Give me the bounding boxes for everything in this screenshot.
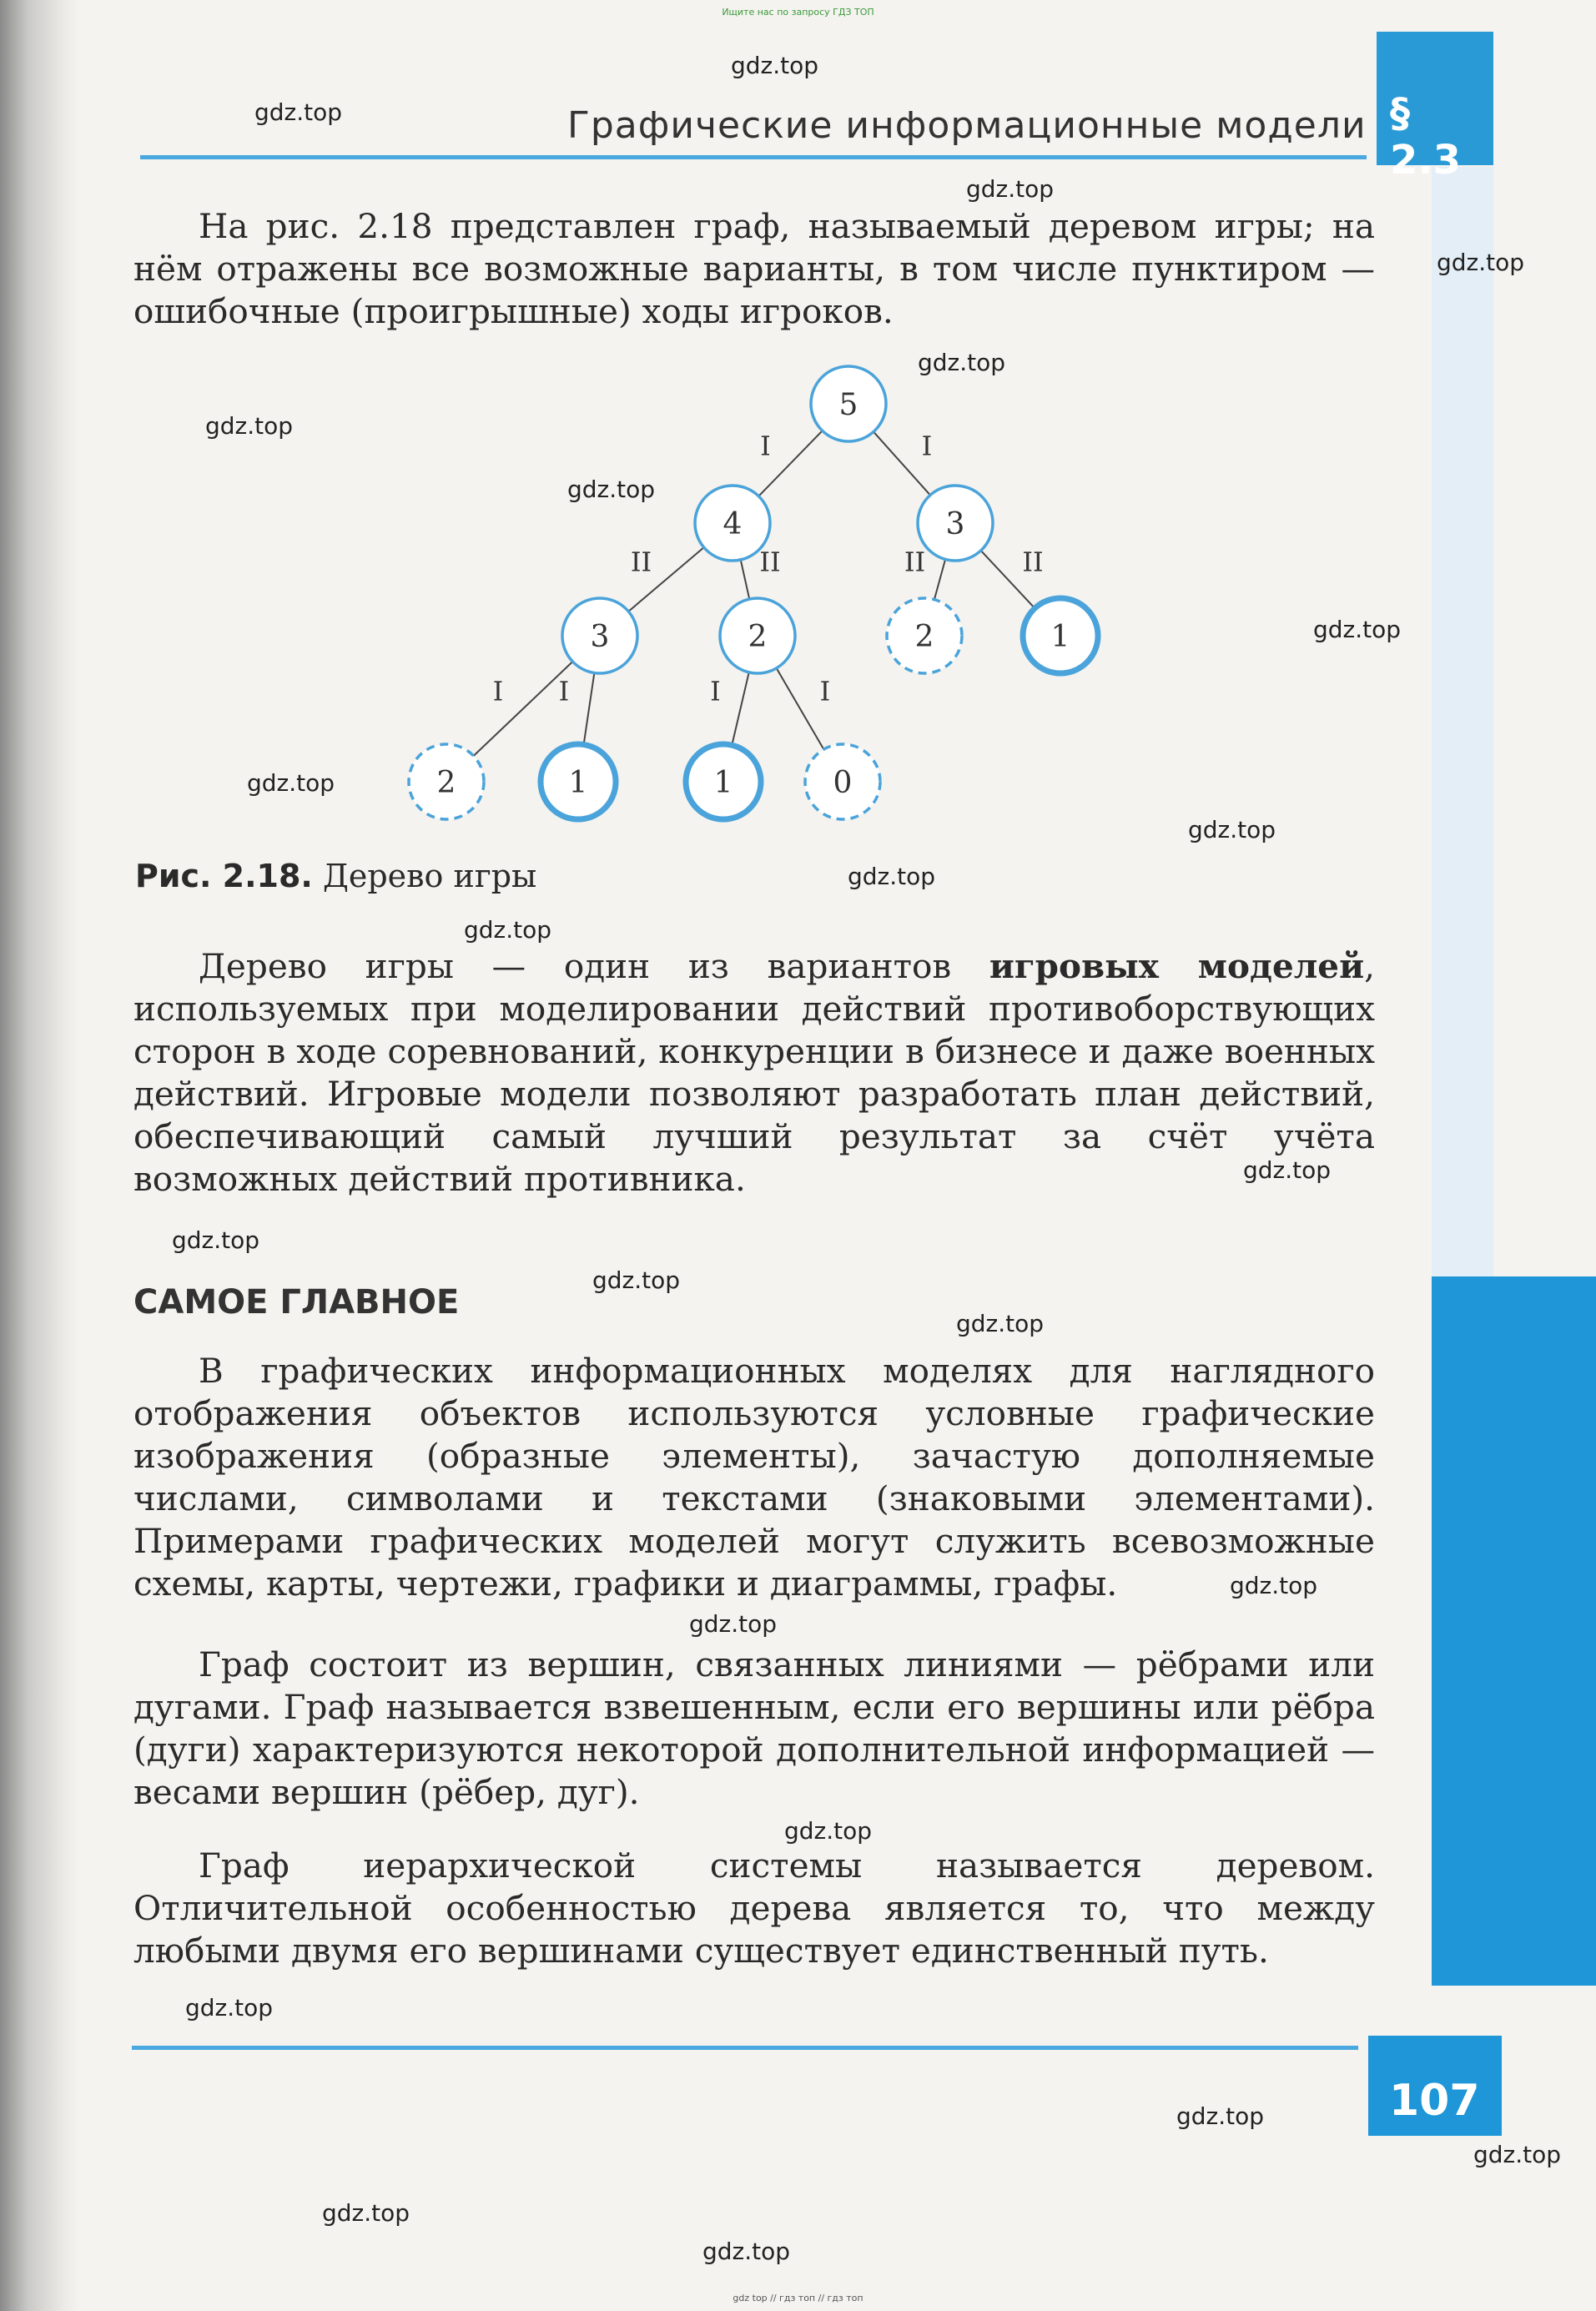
watermark: gdz.top [1243, 1156, 1332, 1184]
tree-edge-label: I [492, 675, 504, 707]
tree-edge-label: I [710, 675, 721, 707]
tree-edge [741, 560, 749, 599]
summary-heading: САМОЕ ГЛАВНОЕ [133, 1283, 460, 1322]
watermark: gdz.top [1313, 616, 1402, 643]
figure-caption-label: Рис. 2.18. [135, 858, 313, 894]
game-models-term: игровых моделей [989, 946, 1365, 986]
tree-node-label: 4 [722, 507, 743, 541]
watermark: gdz.top [1176, 2102, 1265, 2130]
game-tree-paragraph [133, 945, 1375, 1201]
watermark: gdz.top [205, 412, 294, 440]
tree-edge [474, 662, 573, 756]
figure-caption-text: Дерево игры [322, 858, 537, 894]
watermark: gdz.top [247, 769, 335, 797]
watermark: gdz.top [966, 175, 1055, 203]
tree-edge-label: II [630, 546, 652, 578]
page-header-title: Графические информационные модели [567, 104, 1367, 147]
tree-edge [732, 672, 748, 745]
tree-edge-label: II [904, 546, 926, 578]
watermark: gdz.top [702, 2238, 791, 2265]
watermark: gdz.top [689, 1610, 778, 1638]
watermark: gdz.top [567, 476, 656, 503]
watermark: gdz.top [848, 863, 936, 890]
summary-paragraph-3: Граф иерархической системы называется деревом. Отличительной особенностью дерева является то, что между любыми двумя его вершинами существует единственный путь. [133, 1845, 1375, 1971]
summary-paragraph-2: Граф состоит из вершин, связанных линиями — рёбрами или дугами. Граф называется взвешенным, если его вершины или рёбра (дуги) характеризуются некоторой дополнительной информацией — весами вершин (рёбер, дуг). [133, 1644, 1375, 1812]
watermark: gdz.top [464, 916, 552, 944]
watermark: gdz.top [254, 98, 343, 126]
watermark: gdz.top [592, 1266, 681, 1294]
tree-edge-label: II [1022, 546, 1044, 578]
footer-rule [132, 2046, 1358, 2050]
watermark: gdz.top [185, 1994, 274, 2021]
watermark: gdz.top [1437, 249, 1525, 276]
tree-node-label: 2 [914, 620, 934, 654]
tree-edge [934, 559, 945, 599]
tree-edge-label: I [760, 430, 771, 462]
tree-node-label: 2 [436, 766, 456, 800]
tree-edge [777, 668, 824, 749]
game-tree-text-end: , используемых при моделировании действий противоборствующих сторон в ходе соревнований, конкуренции в бизнесе и даже военных действий. Игровые модели позволяют разработать план действий, обеспечивающий самый лучший результат за счёт учёта возможных действий противника. [133, 946, 1375, 1199]
page-binding-shadow [0, 0, 79, 2311]
tree-node-label: 5 [838, 388, 858, 422]
watermark: gdz.top [1230, 1572, 1318, 1599]
intro-paragraph: На рис. 2.18 представлен граф, называемый деревом игры; на нём отражены все возможные варианты, в том числе пунктиром — ошибочные (проигрышные) ходы игроков. [133, 206, 1375, 331]
tree-node-label: 0 [833, 766, 853, 800]
right-margin-band [1432, 1276, 1596, 1986]
watermark: gdz.top [172, 1226, 260, 1254]
watermark: gdz.top [322, 2199, 410, 2227]
tree-edge-label: I [558, 675, 570, 707]
bottom-watermark-note: gdz top // гдз топ // гдз топ [733, 2293, 863, 2303]
tree-edge [584, 673, 595, 745]
watermark: gdz.top [1473, 2141, 1562, 2168]
top-watermark-note: Ищите нас по запросу ГДЗ ТОП [722, 7, 874, 18]
watermark: gdz.top [918, 349, 1006, 376]
tree-node-label: 1 [568, 766, 588, 800]
section-number: § 2.3 [1390, 90, 1462, 184]
tree-edge-label: I [819, 675, 831, 707]
game-tree-figure [367, 350, 1070, 851]
tree-edge-label: II [759, 546, 781, 578]
tree-node-label: 2 [748, 620, 768, 654]
figure-caption [135, 858, 536, 894]
watermark: gdz.top [956, 1310, 1045, 1337]
summary-paragraph-1: В графических информационных моделях для наглядного отображения объектов используются условные графические изображения (образные элементы), зачастую дополняемые числами, символами и текстами (знаковыми элементами). Примерами графических моделей могут служить всевозможные схемы, карты, чертежи, графики и диаграммы, графы. [133, 1351, 1375, 1604]
section-tab [1377, 32, 1493, 184]
watermark: gdz.top [731, 52, 819, 79]
tree-node-label: 3 [590, 620, 610, 654]
watermark: gdz.top [784, 1817, 873, 1845]
tree-edge-label: I [921, 430, 933, 462]
header-rule [140, 155, 1367, 159]
game-tree-text-start: Дерево игры — один из вариантов [199, 946, 989, 986]
tree-node-label: 1 [713, 766, 733, 800]
tree-node-label: 3 [945, 507, 965, 541]
right-margin-strip [1432, 167, 1493, 1276]
page-number: 107 [1389, 2076, 1480, 2126]
watermark: gdz.top [1188, 816, 1276, 843]
tree-node-label: 1 [1050, 620, 1070, 654]
